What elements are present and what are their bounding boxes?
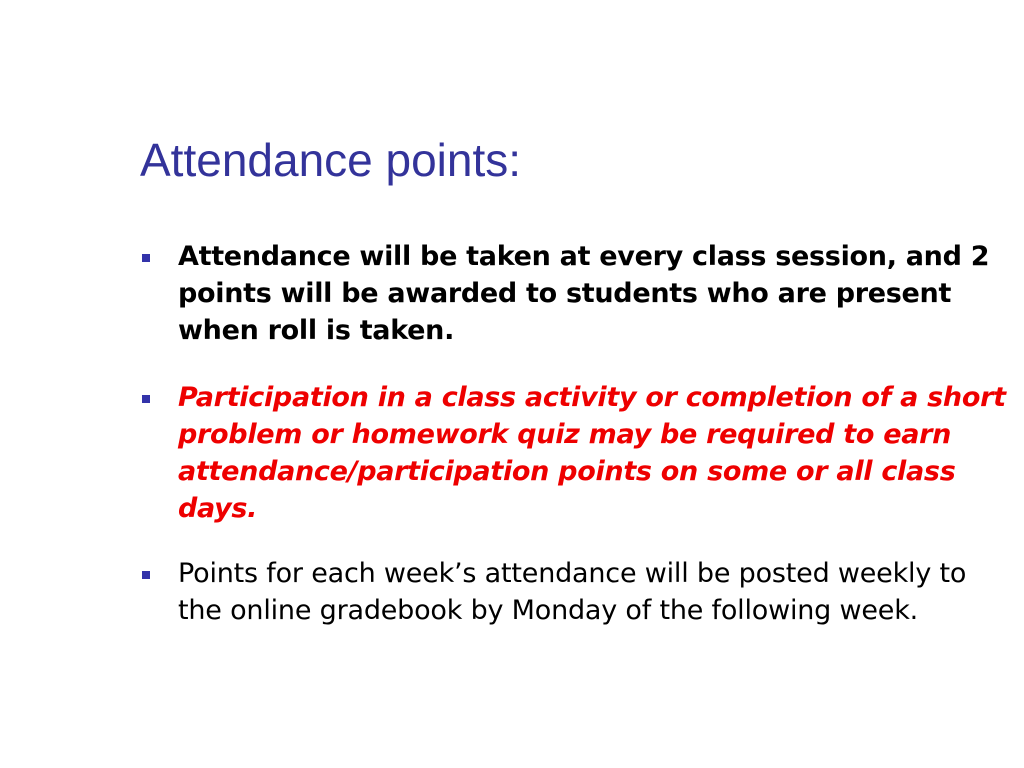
square-bullet-icon (142, 571, 150, 579)
bullet-item-participation (140, 379, 1010, 527)
bullet-list (140, 238, 1010, 659)
square-bullet-icon (142, 395, 150, 403)
slide-title: Attendance points: (140, 134, 522, 186)
bullet-item-attendance (140, 238, 1010, 349)
bullet-text: Participation in a class activity or completion of a short problem or homework quiz may be required to earn attendance/participation points on some or all class days. (178, 382, 1006, 524)
square-bullet-icon (142, 254, 150, 262)
bullet-item-points-posting (140, 555, 1010, 629)
bullet-text: Attendance will be taken at every class session, and 2 points will be awarded to students who are present when roll is taken. (178, 241, 990, 346)
bullet-text: Points for each week’s attendance will be posted weekly to the online gradebook by Monday of the following week. (178, 558, 967, 626)
